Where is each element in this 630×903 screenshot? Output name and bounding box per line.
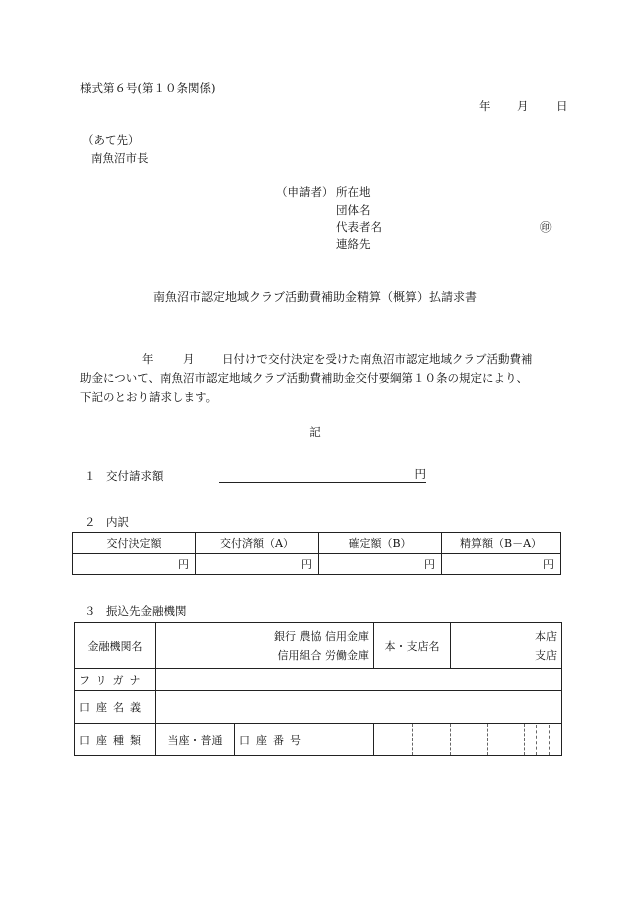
document-title: 南魚沼市認定地域クラブ活動費補助金精算（概算）払請求書 (152, 290, 477, 304)
date-month: 月 (517, 99, 529, 113)
breakdown-table (72, 532, 561, 575)
applicant-org: 団体名 (336, 203, 371, 217)
request-amount-unit: 円 (414, 467, 426, 481)
bank-type-cell[interactable] (156, 623, 374, 669)
body-line1: 日付けで交付決定を受けた南魚沼市認定地域クラブ活動費補 (222, 352, 533, 366)
account-holder-field[interactable] (156, 691, 562, 724)
date-day: 日 (556, 99, 568, 113)
account-digit-6[interactable] (537, 725, 549, 755)
account-digit-2[interactable] (412, 724, 451, 756)
body-line2: 助金について、南魚沼市認定地域クラブ活動費補助金交付要綱第１０条の規定により、 (80, 371, 529, 385)
yen-unit: 円 (424, 558, 435, 571)
account-digits-tail (525, 725, 561, 755)
header-settlement-amount: 精算額（B－A） (442, 533, 561, 554)
bank-types-line2: 信用組合 労働金庫 (277, 648, 369, 662)
header-paid-amount: 交付済額（A） (196, 533, 319, 554)
account-row (75, 724, 562, 756)
section2-label: 内訳 (106, 515, 129, 529)
body-month: 月 (183, 352, 195, 366)
body-year: 年 (142, 352, 154, 366)
breakdown-value-row (73, 554, 561, 575)
applicant-contact: 連絡先 (336, 237, 371, 251)
yen-unit: 円 (543, 558, 554, 571)
holder-row (75, 691, 562, 724)
branch-cell[interactable] (451, 623, 562, 669)
applicant-address: 所在地 (336, 185, 371, 199)
form-number: 様式第６号(第１０条関係) (80, 81, 216, 95)
account-digit-3[interactable] (451, 724, 488, 756)
account-digit-5[interactable] (525, 725, 537, 755)
addressee-prefix: （あて先） (82, 133, 140, 147)
honten-label: 本店 (535, 629, 557, 643)
header-confirmed-amount: 確定額（B） (319, 533, 442, 554)
request-amount-field[interactable] (219, 466, 426, 483)
body-line3: 下記のとおり請求します。 (80, 390, 218, 404)
section3-label: 振込先金融機関 (106, 604, 187, 618)
section1-label: 交付請求額 (106, 469, 164, 483)
paid-amount-cell[interactable] (196, 554, 319, 575)
branch-label: 本・支店名 (374, 623, 451, 669)
decided-amount-cell[interactable] (73, 554, 196, 575)
addressee-name: 南魚沼市長 (91, 151, 149, 165)
account-digit-1[interactable] (374, 724, 413, 756)
confirmed-amount-cell[interactable] (319, 554, 442, 575)
section2-number: ２ (84, 515, 96, 529)
shiten-label: 支店 (535, 648, 557, 662)
applicant-representative: 代表者名 (336, 220, 382, 234)
account-number-label: 口座番号 (235, 724, 374, 756)
section1-number: １ (84, 469, 96, 483)
date-year: 年 (479, 99, 491, 113)
bank-name-label: 金融機関名 (75, 623, 156, 669)
applicant-label: （申請者） (276, 185, 334, 199)
ki-marker: 記 (309, 425, 321, 439)
account-type-label: 口座種類 (75, 724, 156, 756)
bank-types-line1: 銀行 農協 信用金庫 (274, 629, 369, 643)
account-type-options[interactable]: 当座・普通 (156, 724, 235, 756)
furigana-field[interactable] (156, 669, 562, 691)
settlement-amount-cell[interactable] (442, 554, 561, 575)
furigana-label: フリガナ (75, 669, 156, 691)
account-digit-5-7[interactable] (525, 724, 562, 756)
yen-unit: 円 (301, 558, 312, 571)
header-decided-amount: 交付決定額 (73, 533, 196, 554)
bank-table (74, 622, 562, 756)
breakdown-header-row (73, 533, 561, 554)
furigana-row (75, 669, 562, 691)
account-digit-7[interactable] (550, 725, 561, 755)
yen-unit: 円 (178, 558, 189, 571)
seal-mark: ㊞ (540, 220, 552, 234)
bank-name-row (75, 623, 562, 669)
account-digit-4[interactable] (488, 724, 525, 756)
section3-number: ３ (84, 604, 96, 618)
account-holder-label: 口座名義 (75, 691, 156, 724)
